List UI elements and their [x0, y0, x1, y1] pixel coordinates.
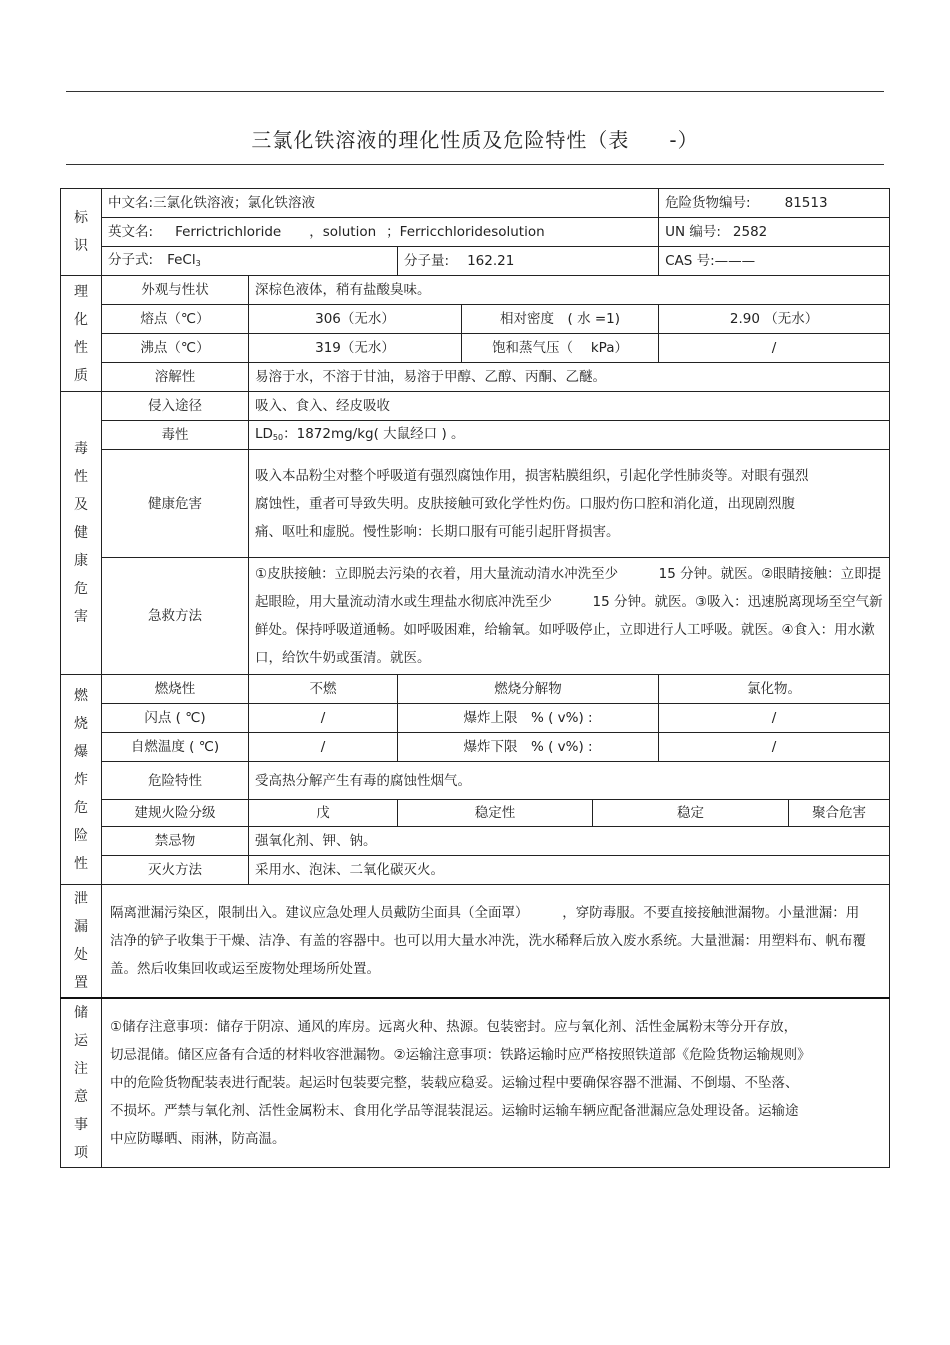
hazard-row: [61, 762, 890, 800]
title-suffix: -）: [669, 128, 699, 152]
stability-value: 稳定: [593, 800, 789, 827]
appearance-label: 外观与性状: [102, 276, 249, 305]
en-sep-2: ；: [386, 224, 400, 240]
health-label: 健康危害: [102, 450, 249, 558]
hazard-label: 危险特性: [102, 762, 249, 800]
fire-class-row: [61, 800, 890, 827]
incompat-row: [61, 827, 890, 856]
en-sep-1: ，: [309, 224, 323, 240]
section-fire: [61, 675, 102, 885]
autoign-value: /: [249, 733, 398, 762]
section-identity-label: 标识: [74, 210, 88, 254]
ld-prefix: LD: [255, 426, 273, 442]
section-spill: [61, 885, 102, 999]
un-label: UN 编号:: [665, 224, 721, 240]
tox-label: 毒性: [102, 421, 249, 450]
tox-value: ：1872mg/kg( 大鼠经口 ) 。: [283, 426, 465, 442]
formula-label: 分子式:: [108, 252, 154, 268]
products-label: 燃烧分解物: [398, 675, 659, 704]
dg-no: 81513: [784, 195, 828, 211]
mw: 162.21: [467, 253, 515, 269]
spill-row: [61, 885, 890, 999]
formula-subscript: 3: [195, 259, 201, 268]
section-physchem: [61, 276, 102, 392]
route-label: 侵入途径: [102, 392, 249, 421]
section-toxicity: [61, 392, 102, 675]
section-identity: [61, 189, 102, 276]
cas-cell: [659, 247, 890, 276]
storage-row: [61, 998, 890, 1168]
hazard-value: 受高热分解产生有毒的腐蚀性烟气。: [249, 762, 890, 800]
mp-row: [61, 305, 890, 334]
mw-label: 分子量:: [404, 253, 450, 269]
solubility-label: 溶解性: [102, 363, 249, 392]
incompat-label: 禁忌物: [102, 827, 249, 856]
formula: FeCl: [167, 252, 196, 268]
bp-row: [61, 334, 890, 363]
vp-label: 饱和蒸气压（ kPa）: [462, 334, 659, 363]
flammability-row: [61, 675, 890, 704]
ld-subscript: 50: [272, 433, 284, 442]
bp-label: 沸点（℃）: [102, 334, 249, 363]
tox-cell: [249, 421, 890, 450]
cas: ———: [714, 253, 756, 269]
solubility-value: 易溶于水，不溶于甘油，易溶于甲醇、乙醇、丙酮、乙醚。: [249, 363, 890, 392]
en-name-3: Ferricchloridesolution: [399, 224, 545, 240]
section-physchem-label: 理化性质: [74, 283, 88, 384]
title-text: 三氯化铁溶液的理化性质及危险特性（表: [251, 128, 630, 152]
identity-row-1: [61, 189, 890, 218]
density-label: 相对密度 ( 水 =1): [462, 305, 659, 334]
solubility-row: [61, 363, 890, 392]
flammability-value: 不燃: [249, 675, 398, 704]
un-no-cell: [659, 218, 890, 247]
flash-label: 闪点 ( ℃): [102, 704, 249, 733]
spill-text: 隔离泄漏污染区，限制出入。建议应急处理人员戴防尘面具（全面罩） ，穿防毒服。不要直接接触泄漏物。小量泄漏：用洁净的铲子收集于干燥、洁净、有盖的容器中。也可以用大量水冲洗，洗水稀释后放入废水系统。大量泄漏：用塑料布、帆布覆盖。然后收集回收或运至废物处理场所处置。: [102, 885, 890, 999]
extinguish-label: 灭火方法: [102, 856, 249, 885]
section-spill-label: 泄漏处置: [74, 891, 88, 991]
fire-class-value: 戊: [249, 800, 398, 827]
flammability-label: 燃烧性: [102, 675, 249, 704]
cn-name-label: 中文名:: [108, 195, 154, 211]
firstaid-value: ①皮肤接触：立即脱去污染的衣着，用大量流动清水冲洗至少 15 分钟。就医。②眼睛接触：立即提起眼睑，用大量流动清水或生理盐水彻底冲洗至少 15 分钟。就医。③吸入：迅速脱离现场至空气新鲜处。保持呼吸道通畅。如呼吸困难，给输氧。如呼吸停止，立即进行人工呼吸。就医。④食入：用水漱口，给饮牛奶或蛋清。就医。: [249, 558, 890, 675]
extinguish-value: 采用水、泡沫、二氧化碳灭火。: [249, 856, 890, 885]
dg-no-cell: [659, 189, 890, 218]
polymer-label: 聚合危害: [789, 800, 890, 827]
top-rule: [66, 91, 884, 92]
route-row: [61, 392, 890, 421]
fire-class-label: 建规火险分级: [102, 800, 249, 827]
firstaid-label: 急救方法: [102, 558, 249, 675]
firstaid-row: [61, 558, 890, 675]
route-value: 吸入、食入、经皮吸收: [249, 392, 890, 421]
section-storage: [61, 998, 102, 1168]
dg-no-label: 危险货物编号:: [665, 195, 751, 211]
appearance-value: 深棕色液体，稍有盐酸臭味。: [249, 276, 890, 305]
hazard-property-table: [60, 188, 890, 1168]
stability-label: 稳定性: [398, 800, 593, 827]
section-toxicity-label: 毒性及健康危害: [74, 441, 88, 625]
health-row: [61, 450, 890, 558]
cas-label: CAS 号:: [665, 253, 715, 269]
un-no: 2582: [732, 224, 768, 240]
uel-label: 爆炸上限 % ( v%) :: [398, 704, 659, 733]
section-fire-label: 燃烧爆炸危险性: [74, 687, 88, 872]
appearance-row: [61, 276, 890, 305]
en-name-1: Ferrictrichloride: [175, 224, 282, 240]
cn-name-cell: [102, 189, 659, 218]
formula-cell: [102, 247, 398, 276]
page-title: [66, 124, 884, 153]
flash-row: [61, 704, 890, 733]
identity-row-2: [61, 218, 890, 247]
autoign-label: 自燃温度 ( ℃): [102, 733, 249, 762]
en-name-2: solution: [322, 224, 377, 240]
section-storage-label: 储运注意事项: [74, 1005, 88, 1161]
incompat-value: 强氧化剂、钾、钠。: [249, 827, 890, 856]
autoign-row: [61, 733, 890, 762]
density-value: 2.90 （无水）: [659, 305, 890, 334]
flash-value: /: [249, 704, 398, 733]
title-rule: [66, 164, 884, 165]
tox-row: [61, 421, 890, 450]
uel-value: /: [659, 704, 890, 733]
en-name-cell: [102, 218, 659, 247]
mp-value: 306（无水）: [249, 305, 462, 334]
mp-label: 熔点（℃）: [102, 305, 249, 334]
vp-value: /: [659, 334, 890, 363]
extinguish-row: [61, 856, 890, 885]
lel-label: 爆炸下限 % ( v%) :: [398, 733, 659, 762]
health-value: 吸入本品粉尘对整个呼吸道有强烈腐蚀作用，损害粘膜组织，引起化学性肺炎等。对眼有强烈腐蚀性，重者可导致失明。皮肤接触可致化学性灼伤。口服灼伤口腔和消化道，出现剧烈腹痛、呕吐和虚脱。慢性影响：长期口服有可能引起肝肾损害。: [249, 450, 890, 558]
en-name-label: 英文名:: [108, 224, 154, 240]
storage-text: ①储存注意事项：储存于阴凉、通风的库房。远离火种、热源。包装密封。应与氧化剂、活性金属粉末等分开存放，切忌混储。储区应备有合适的材料收容泄漏物。②运输注意事项：铁路运输时应严格按照铁道部《危险货物运输规则》中的危险货物配装表进行配装。起运时包装要完整，装载应稳妥。运输过程中要确保容器不泄漏、不倒塌、不坠落、不损坏。严禁与氧化剂、活性金属粉末、食用化学品等混装混运。运输时运输车辆应配备泄漏应急处理设备。运输途中应防曝晒、雨淋，防高温。: [102, 998, 890, 1168]
cn-name: 三氯化铁溶液；氯化铁溶液: [153, 195, 316, 211]
identity-row-3: [61, 247, 890, 276]
mw-cell: [398, 247, 659, 276]
bp-value: 319（无水）: [249, 334, 462, 363]
lel-value: /: [659, 733, 890, 762]
products-value: 氯化物。: [659, 675, 890, 704]
